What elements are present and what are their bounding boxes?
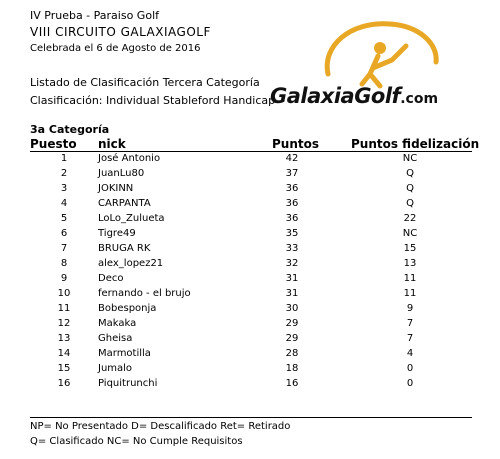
category-label: 3a Categoría — [30, 123, 110, 136]
table-row — [0, 153, 500, 168]
points-cell: 42 — [285, 153, 299, 164]
table-row — [0, 378, 500, 393]
table-row — [0, 318, 500, 333]
position-cell: 3 — [60, 183, 68, 194]
fidelization-cell: Q — [406, 168, 414, 179]
position-cell: 9 — [60, 273, 68, 284]
circuit-title: VIII CIRCUITO GALAXIAGOLF — [30, 25, 211, 39]
table-row — [0, 303, 500, 318]
header-divider — [30, 151, 472, 152]
nick-cell: JuanLu80 — [98, 168, 145, 179]
table-row — [0, 168, 500, 183]
points-cell: 32 — [285, 258, 299, 269]
fidelization-cell: 11 — [403, 288, 417, 299]
table-row — [0, 363, 500, 378]
points-cell: 29 — [285, 318, 299, 329]
points-cell: 36 — [285, 213, 299, 224]
points-cell: 29 — [285, 333, 299, 344]
fidelization-cell: NC — [402, 153, 418, 164]
fidelization-cell: 7 — [406, 333, 414, 344]
table-row — [0, 273, 500, 288]
position-cell: 7 — [60, 243, 68, 254]
nick-cell: Tigre49 — [98, 228, 136, 239]
points-cell: 36 — [285, 198, 299, 209]
position-cell: 15 — [57, 363, 71, 374]
table-row — [0, 213, 500, 228]
position-cell: 6 — [60, 228, 68, 239]
column-header-nick: nick — [98, 137, 126, 151]
position-cell: 4 — [60, 198, 68, 209]
position-cell: 16 — [57, 378, 71, 389]
position-cell: 8 — [60, 258, 68, 269]
nick-cell: JOKINN — [98, 183, 134, 194]
fidelization-cell: 0 — [406, 363, 414, 374]
nick-cell: alex_lopez21 — [98, 258, 164, 269]
points-cell: 31 — [285, 288, 299, 299]
fidelization-cell: Q — [406, 198, 414, 209]
nick-cell: BRUGA RK — [98, 243, 151, 254]
table-row — [0, 348, 500, 363]
fidelization-cell: 22 — [403, 213, 417, 224]
position-cell: 2 — [60, 168, 68, 179]
position-cell: 12 — [57, 318, 71, 329]
legend-divider — [30, 417, 472, 418]
fidelization-cell: NC — [402, 228, 418, 239]
fidelization-cell: 15 — [403, 243, 417, 254]
points-cell: 35 — [285, 228, 299, 239]
points-cell: 37 — [285, 168, 299, 179]
position-cell: 1 — [60, 153, 68, 164]
fidelization-cell: 7 — [406, 318, 414, 329]
nick-cell: Gheisa — [98, 333, 133, 344]
nick-cell: Marmotilla — [98, 348, 151, 359]
points-cell: 30 — [285, 303, 299, 314]
position-cell: 14 — [57, 348, 71, 359]
legend-line-1: NP= No Presentado D= Descalificado Ret= Retirado — [30, 421, 291, 432]
position-cell: 10 — [57, 288, 71, 299]
listing-title: Listado de Clasificación Tercera Categoría — [30, 76, 260, 89]
column-header-fidelizacion: Puntos fidelización — [351, 137, 480, 151]
position-cell: 13 — [57, 333, 71, 344]
table-row — [0, 243, 500, 258]
nick-cell: LoLo_Zulueta — [98, 213, 165, 224]
fidelization-cell: 13 — [403, 258, 417, 269]
nick-cell: Bobesponja — [98, 303, 157, 314]
nick-cell: Makaka — [98, 318, 137, 329]
event-name: IV Prueba - Paraiso Golf — [30, 9, 159, 22]
nick-cell: José Antonio — [98, 153, 161, 164]
fidelization-cell: 9 — [406, 303, 414, 314]
column-header-puesto: Puesto — [30, 137, 77, 151]
table-row — [0, 288, 500, 303]
fidelization-cell: 0 — [406, 378, 414, 389]
nick-cell: Piquitrunchi — [98, 378, 158, 389]
logo-brand: GalaxiaGolf — [270, 84, 401, 108]
table-row — [0, 258, 500, 273]
nick-cell: CARPANTA — [98, 198, 151, 209]
table-row — [0, 333, 500, 348]
points-cell: 36 — [285, 183, 299, 194]
classification-type: Clasificación: Individual Stableford Handicap — [30, 94, 276, 107]
points-cell: 33 — [285, 243, 299, 254]
fidelization-cell: 11 — [403, 273, 417, 284]
galaxiagolf-logo — [270, 16, 455, 112]
column-header-puntos: Puntos — [272, 137, 320, 151]
table-row — [0, 198, 500, 213]
nick-cell: Deco — [98, 273, 124, 284]
points-cell: 31 — [285, 273, 299, 284]
points-cell: 18 — [285, 363, 299, 374]
points-cell: 16 — [285, 378, 299, 389]
logo-domain: .com — [400, 91, 439, 107]
position-cell: 11 — [57, 303, 71, 314]
nick-cell: Jumalo — [98, 363, 133, 374]
table-row — [0, 183, 500, 198]
event-date: Celebrada el 6 de Agosto de 2016 — [30, 43, 201, 54]
table-row — [0, 228, 500, 243]
points-cell: 28 — [285, 348, 299, 359]
legend-line-2: Q= Clasificado NC= No Cumple Requisitos — [30, 436, 243, 447]
logo-wordmark — [270, 84, 438, 108]
nick-cell: fernando - el brujo — [98, 288, 191, 299]
position-cell: 5 — [60, 213, 68, 224]
fidelization-cell: Q — [406, 183, 414, 194]
fidelization-cell: 4 — [406, 348, 414, 359]
